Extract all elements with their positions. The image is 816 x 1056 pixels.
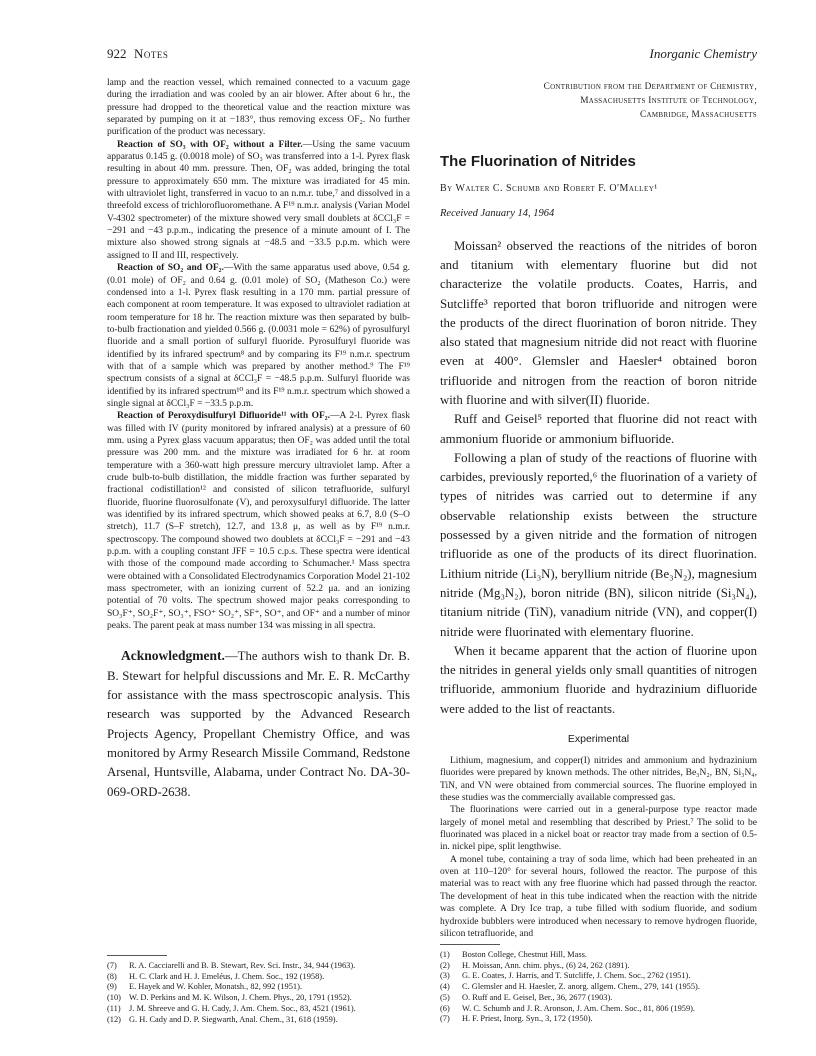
footnote: (3) G. E. Coates, J. Harris, and T. Sutcliffe, J. Chem. Soc., 2762 (1951).: [440, 971, 691, 981]
run-in-heading: Acknowledgment.: [121, 648, 225, 664]
paragraph: lamp and the reaction vessel, which remained connected to a vacuum gage during the irradiation and was cooled by an air blower. After about 6 hr., the pressure had dropped to the theoretical value and the reaction mixture was separated by pumping on it at −183°, thus removing excess OF₂. No further purification of the product was necessary.: [107, 78, 410, 138]
section-name: Notes: [134, 46, 169, 61]
acknowledgment: [107, 646, 410, 801]
running-header: [107, 46, 757, 66]
paragraph: The fluorinations were carried out in a general-purpose type reactor made largely of monel metal and resembling that described by Priest.⁷ The solid to be fluorinated was placed in a nickel boat or reactor tray made from a section of 0.5-in. nickel pipe, split lengthwise.: [440, 805, 757, 853]
paragraph: A monel tube, containing a tray of soda lime, which had been preheated in an oven at 110–120° for several hours, followed the reactor. The purpose of this material was to react with any free fluorine which had passed through the reactor. The development of heat in this tube indicated when the reaction with the nitride was complete. A Dry Ice trap, a tube filled with sodium fluoride, and sodium hydroxide bubblers were introduced when necessary to remove hydrogen fluoride, silicon tetrafluoride, and: [440, 854, 757, 939]
page-number: 922: [107, 46, 127, 61]
footnote-rule: [440, 944, 500, 945]
paragraph: Reaction of SO₂ and OF₂.—With the same apparatus used above, 0.54 g. (0.01 mole) of OF₂ and 0.64 g. (0.01 mole) of SO₂ (Matheson Co.) were condensed into a 1-l. Pyrex flask resulting in a 170 mm. partial pressure of each component at room temperature. It was exposed to ultraviolet radiation at room temperature for 18 hr. The reaction mixture was then separated by bulb-to-bulb fractionation and yielded 0.566 g. (0.0031 mole = 62%) of pyrosulfuryl fluoride and a small portion of sulfuryl fluoride. Pyrosulfuryl fluoride was identified by its infrared spectrum⁸ and by comparing its F¹⁹ n.m.r. spectrum with that of a sample which was prepared by another method.⁹ The F¹⁹ spectrum consists of a signal at δCCl₃F = −48.5 p.p.m. Sulfuryl fluoride was identified by its infrared spectrum¹⁰ and its F¹⁹ n.m.r. spectrum which showed a single signal at δCCl₃F = −33.5 p.p.m.: [107, 263, 410, 409]
experimental-section: [440, 755, 757, 940]
run-in-heading: Reaction of SO₂ and OF₂.: [117, 263, 224, 274]
section-heading: Experimental: [567, 733, 630, 746]
run-in-heading: Reaction of Peroxydisulfuryl Difluoride¹¹ with OF₂.: [117, 411, 331, 422]
footnote: (7) R. A. Cacciarelli and B. B. Stewart, Rev. Sci. Instr., 34, 944 (1963).: [107, 961, 356, 970]
footnote: (8) H. C. Clark and H. J. Emeléus, J. Chem. Soc., 192 (1958).: [107, 971, 325, 981]
footnote: (12) G. H. Cady and D. P. Siegwarth, Anal. Chem., 31, 618 (1959).: [107, 1014, 338, 1024]
paragraph: Reaction of Peroxydisulfuryl Difluoride¹¹ with OF₂.—A 2-l. Pyrex flask was filled with IV (purity monitored by infrared analysis) at a pressure of 60 mm. using a Pyrex glass vacuum apparatus; then OF₂ was added until the total pressure was 200 mm. and the mixture was irradiated for 6 hr. at room temperature with a 360-watt high pressure mercury ultraviolet lamp. After a crude bulb-to-bulb distillation, the middle fraction was further separated by fractional codistillation¹² and consisted of silicon tetrafluoride, sulfuryl fluoride, fluorine fluorosulfonate (V), and peroxysulfuryl difluoride. The latter was identified by its infrared spectrum, which showed peaks at 6.7, 8.0 (S–O stretch), 11.7 (S–F stretch), 12.7, and 13.8 μ, as well as by F¹⁹ n.m.r. spectroscopy. The compound showed two doublets at δCCl₃F = −291 and −43 p.p.m. with a coupling constant JFF = 10.5 c.p.s. These spectra were identical with those of the compound made according to Schumacher.¹ Mass spectra were obtained with a Consolidated Electrodynamics Corporation Model 21-102 mass spectrometer, with an ionizing current of 52.2 μa. and an ionizing potential of 70 volts. The spectrum showed major peaks corresponding to SO₃F⁺, SO₂F⁺, SO₃⁺, FSO⁺ SO₂⁺, SF⁺, SO⁺, and OF⁺ and a number of minor peaks. The parent peak at mass number 134 was missing in all spectra.: [107, 411, 410, 632]
left-column: [107, 77, 410, 802]
paragraph: Following a plan of study of the reactions of fluorine with carbides, previously reported,⁶ the fluorination of a variety of types of nitrides was carried out to determine if any observable relationship exists between the structure possessed by a given nitride and the formation of nitrogen trifluoride as one of the products of its direct fluorination. Lithium nitride (Li₃N), beryllium nitride (Be₃N₂), magnesium nitride (Mg₃N₂), boron nitride (BN), silicon nitride (Si₃N₄), titanium nitride (TiN), vanadium nitride (VN), and copper(I) nitride were fluorinated with elementary fluorine.: [440, 450, 757, 639]
footnote: (2) H. Moissan, Ann. chim. phys., (6) 24, 262 (1891).: [440, 960, 630, 970]
footnote-rule: [107, 955, 167, 956]
author-byline: By Walter C. Schumb and Robert F. O'Malley¹: [440, 182, 658, 194]
footnotes-left: [107, 961, 410, 1025]
paragraph: Reaction of SO₃ with OF₂ without a Filter.—Using the same vacuum apparatus 0.145 g. (0.0018 mole) of SO₃ was transferred into a 1-l. Pyrex flask resulting in about 40 mm. pressure. Then, OF₂ was added, bringing the total pressure to approximately 650 mm. The mixture was irradiated for 45 min. with ultraviolet light, transferred in vacuo to an n.m.r. tube,⁷ and dissolved in a threefold excess of trichlorofluoromethane. A F¹⁹ n.m.r. analysis (Varian Model V-4302 spectrometer) of the mixture showed very small doublets at δCCl₃F = −291 and −43 p.p.m., indicating the presence of a minute amount of I. The mixture also showed strong signals at −48.5 and −33.5 p.p.m. which were assigned to II and III, respectively.: [107, 139, 410, 261]
article-title: The Fluorination of Nitrides: [440, 152, 636, 170]
run-in-heading: Reaction of SO₃ with OF₂ without a Filter.: [117, 139, 303, 150]
experimental-continued: [107, 77, 410, 632]
footnote: (9) E. Hayek and W. Kohler, Monatsh., 82, 992 (1951).: [107, 982, 302, 992]
footnote: (6) W. C. Schumb and J. R. Aronson, J. Am. Chem. Soc., 81, 806 (1959).: [440, 1003, 696, 1013]
footnotes-right: [440, 950, 757, 1025]
right-column: [440, 80, 757, 940]
received-date: Received January 14, 1964: [440, 207, 555, 219]
footnote: (11) J. M. Shreeve and G. H. Cady, J. Am. Chem. Soc., 83, 4521 (1961).: [107, 1003, 356, 1013]
paragraph: Acknowledgment.—The authors wish to thank Dr. B. B. Stewart for helpful discussions and Mr. E. R. McCarthy for assistance with the mass spectroscopic analysis. This research was supported by the Advanced Research Projects Agency, Propellant Chemistry Office, and was monitored by Army Research Missile Command, Redstone Arsenal, Huntsville, Alabama, under Contract No. DA-30-069-ORD-2638.: [107, 648, 410, 799]
paragraph: Moissan² observed the reactions of the nitrides of boron and titanium with elementary fluorine but did not characterize the volatile products. Coates, Harris, and Sutcliffe³ reported that boron trifluoride and nitrogen were the products of the direct fluorination of boron nitride. They also stated that magnesium nitride did not react with fluorine even at 400°. Glemsler and Haesler⁴ obtained boron trifluoride and nitrogen from the reaction of boron nitride with fluorine and with silver(II) fluoride.: [440, 238, 757, 407]
footnote: (10) W. D. Perkins and M. K. Wilson, J. Chem. Phys., 20, 1791 (1952).: [107, 993, 352, 1003]
journal-name: Inorganic Chemistry: [649, 46, 757, 61]
footnote: (1) Boston College, Chestnut Hill, Mass.: [440, 950, 587, 959]
footnote: (5) O. Ruff and E. Geisel, Ber., 36, 2677 (1903).: [440, 992, 613, 1002]
contribution-line: Contribution from the Department of Chemistry, Massachusetts Institute of Technology, Cambridge, Massachusetts: [543, 82, 757, 121]
footnote: (4) C. Glemsler and H. Haesler, Z. anorg. allgem. Chem., 279, 141 (1955).: [440, 982, 700, 992]
paragraph: When it became apparent that the action of fluorine upon the nitrides in general yields only small quantities of nitrogen trifluoride, ammonium fluoride and hydrazinium difluoride were added to the list of reactants.: [440, 643, 757, 716]
paragraph: Lithium, magnesium, and copper(I) nitrides and ammonium and hydrazinium fluorides were prepared by known methods. The other nitrides, Be₃N₂, BN, Si₃N₄, TiN, and VN were obtained from commercial sources. The fluorine employed in these studies was the commercially available compressed gas.: [440, 756, 757, 804]
introduction: [440, 237, 757, 719]
paragraph: Ruff and Geisel⁵ reported that fluorine did not react with ammonium fluoride or ammonium bifluoride.: [440, 412, 757, 446]
footnote: (7) H. F. Priest, Inorg. Syn., 3, 172 (1950).: [440, 1014, 593, 1024]
